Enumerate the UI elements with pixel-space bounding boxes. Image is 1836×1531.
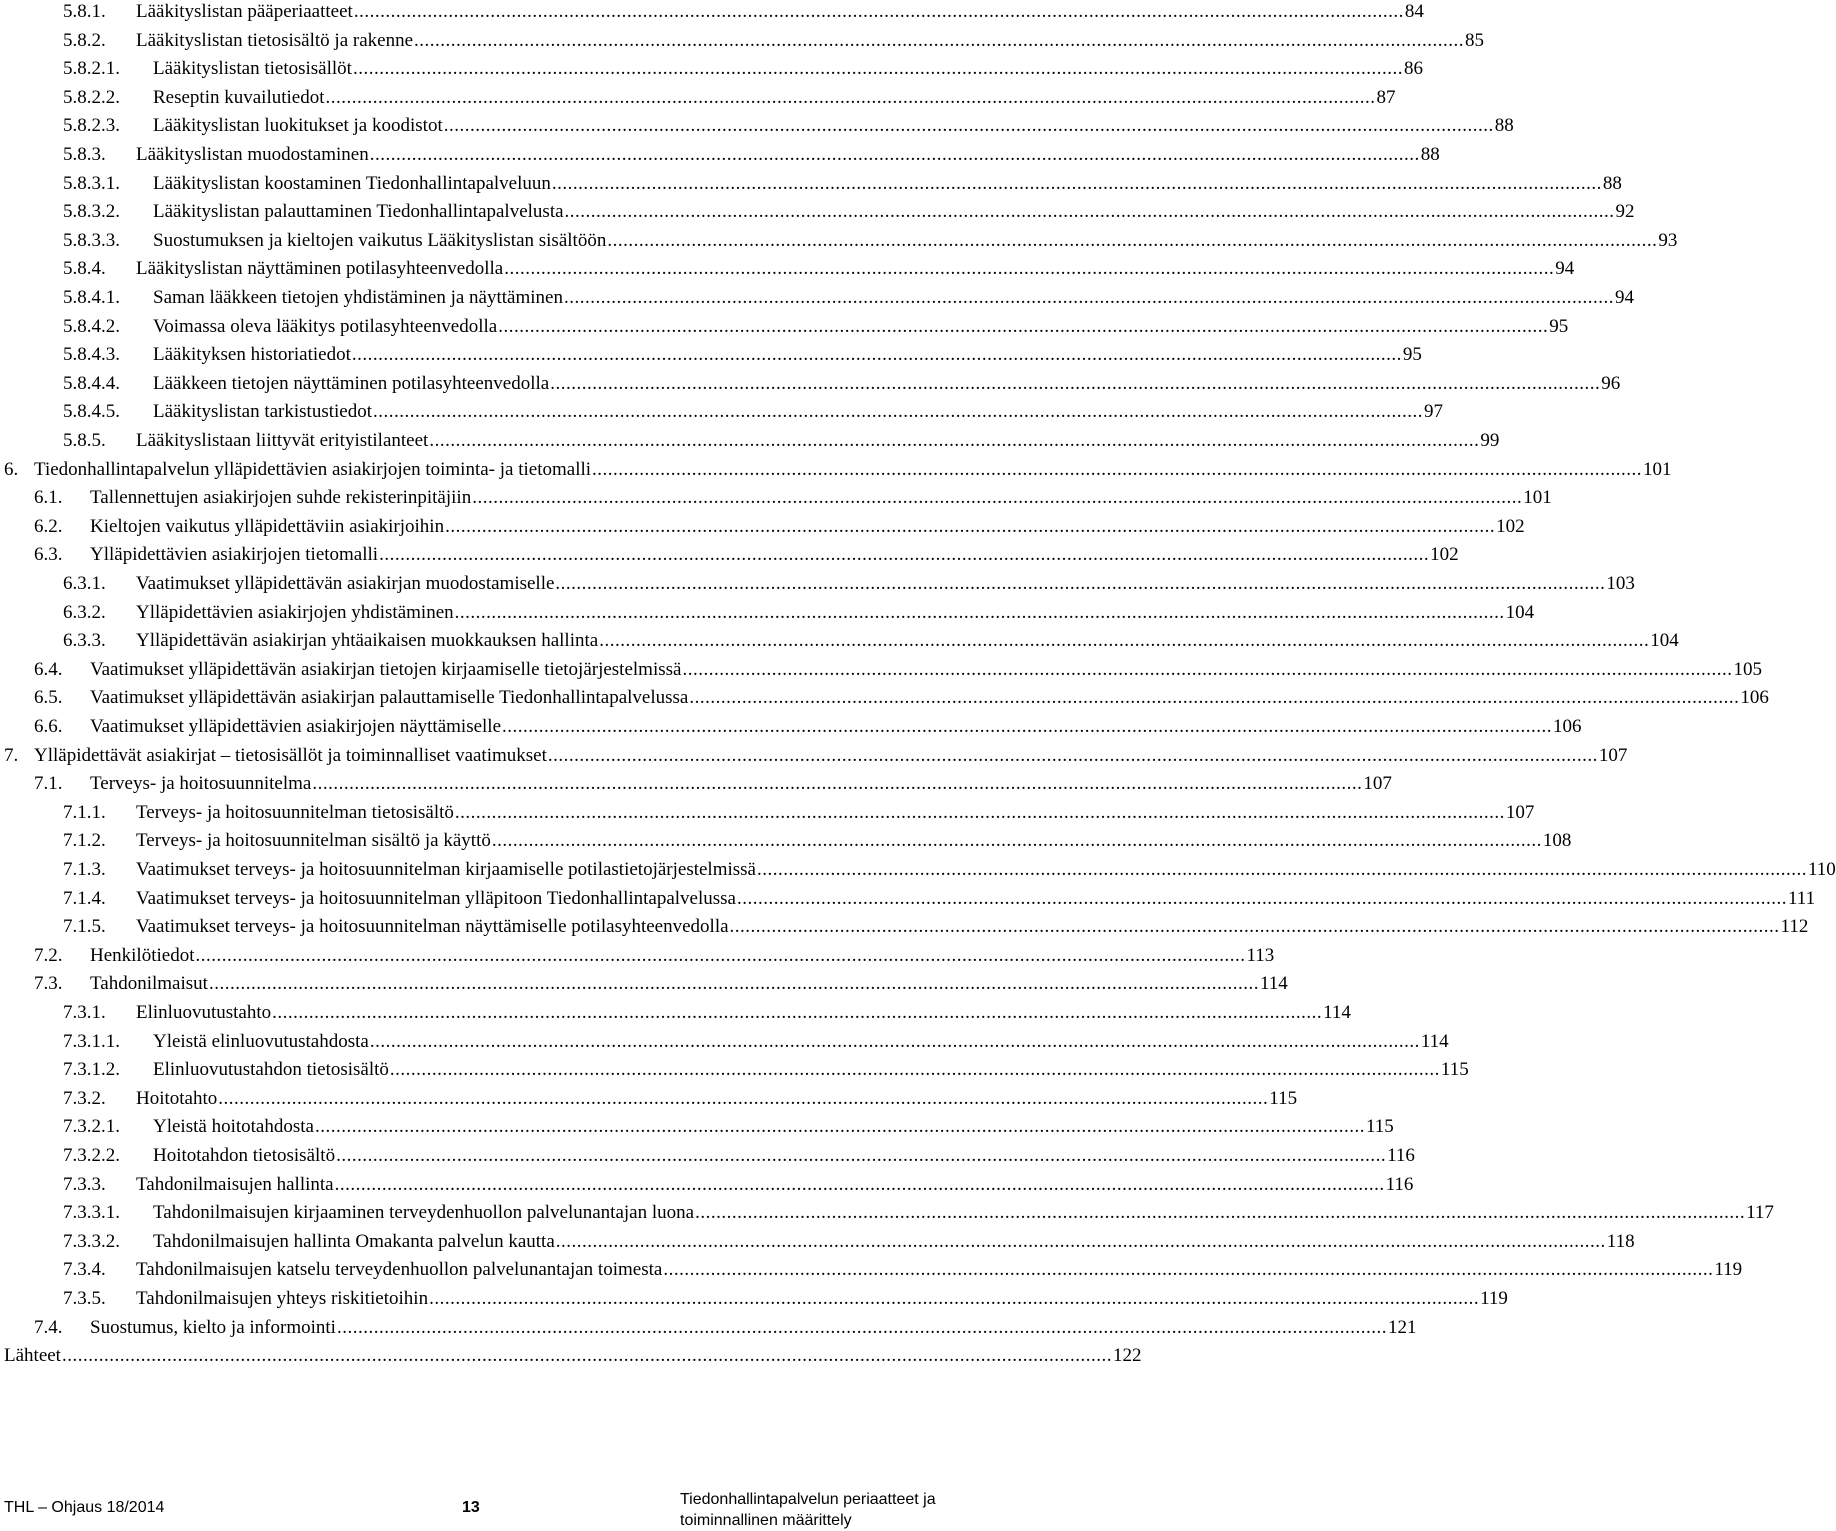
toc-dot-leader: ........................................................................................................................................................................................................ [218, 1087, 1269, 1109]
toc-entry-number: 7.3.1.1. [63, 1030, 120, 1052]
toc-entry-title: Elinluovutustahto [136, 1002, 272, 1023]
toc-entry-number: 5.8.5. [63, 430, 106, 451]
toc-entry-page: 106 [1740, 687, 1769, 709]
toc-dot-leader: ........................................................................................................................................................................................................ [414, 29, 1465, 51]
toc-entry-title: Lääkityslistan tarkistustiedot [153, 401, 372, 423]
toc-entry[interactable] [0, 1171, 1414, 1199]
toc-entry-page: 84 [1404, 1, 1424, 22]
toc-dot-leader: ........................................................................................................................................................................................................ [379, 544, 1430, 566]
toc-dot-leader: ........................................................................................................................................................................................................ [592, 458, 1643, 480]
toc-entry-number: 7.2. [34, 944, 63, 966]
toc-dot-leader: ........................................................................................................................................................................................................ [757, 859, 1807, 880]
toc-entry-title: Vaatimukset ylläpidettävän asiakirjan tietojen kirjaamiselle tietojärjestelmissä [90, 658, 682, 680]
toc-dot-leader: ........................................................................................................................................................................................................ [547, 744, 1598, 766]
toc-entry-page: 85 [1465, 29, 1485, 51]
toc-entry-title: Lääkityslistan muodostaminen [136, 144, 369, 165]
toc-entry-title: Tiedonhallintapalvelun ylläpidettävien asiakirjojen toiminta- ja tietomalli [34, 458, 592, 480]
toc-entry[interactable] [0, 999, 1351, 1027]
toc-entry-title: Vaatimukset terveys- ja hoitosuunnitelman näyttämiselle potilasyhteenvedolla [136, 916, 729, 938]
toc-entry[interactable] [0, 313, 1569, 341]
toc-entry-page: 94 [1555, 258, 1575, 280]
toc-entry-page: 106 [1553, 716, 1582, 737]
toc-entry-number: 7.1.1. [63, 801, 106, 823]
toc-dot-leader: ........................................................................................................................................................................................................ [663, 1259, 1714, 1281]
toc-entry-page: 87 [1376, 86, 1396, 108]
toc-entry[interactable] [0, 1142, 1415, 1170]
toc-entry-title: Lääkkeen tietojen näyttäminen potilasyhteenvedolla [153, 372, 550, 394]
toc-entry-number: 7.3.2. [63, 1087, 106, 1109]
toc-entry-title: Lääkityslistan pääperiaatteet [136, 1, 353, 22]
toc-entry[interactable] [0, 112, 1514, 140]
toc-entry-page: 110 [1808, 859, 1836, 880]
toc-entry-title: Tallennettujen asiakirjojen suhde rekisterinpitäjiin [90, 487, 472, 509]
toc-entry-number: 5.8.2.2. [63, 86, 120, 108]
toc-dot-leader: ........................................................................................................................................................................................................ [737, 887, 1787, 909]
toc-entry-page: 107 [1363, 773, 1392, 795]
toc-entry[interactable] [0, 0, 1424, 26]
toc-entry-number: 7.3.3. [63, 1173, 106, 1195]
toc-entry[interactable] [0, 27, 1485, 55]
toc-entry-number: 7.3.1. [63, 1002, 106, 1023]
toc-entry[interactable] [0, 1228, 1635, 1256]
toc-entry[interactable] [0, 570, 1635, 598]
toc-dot-leader: ........................................................................................................................................................................................................ [429, 430, 1480, 451]
toc-entry[interactable] [0, 513, 1525, 541]
toc-dot-leader: ........................................................................................................................................................................................................ [695, 1202, 1746, 1224]
toc-entry-page: 121 [1387, 1316, 1417, 1338]
toc-entry-title: Vaatimukset terveys- ja hoitosuunnitelman kirjaamiselle potilastietojärjestelmissä [136, 859, 756, 880]
toc-entry-number: 5.8.4. [63, 258, 106, 280]
toc-entry-page: 95 [1549, 315, 1569, 337]
toc-entry-title: Kieltojen vaikutus ylläpidettäviin asiakirjoihin [90, 515, 445, 537]
toc-entry-title: Yleistä hoitotahdosta [153, 1116, 314, 1138]
toc-dot-leader: ........................................................................................................................................................................................................ [334, 1173, 1385, 1195]
toc-entry-page: 117 [1746, 1202, 1774, 1224]
toc-dot-leader: ........................................................................................................................................................................................................ [454, 801, 1505, 823]
toc-dot-leader: ........................................................................................................................................................................................................ [599, 630, 1650, 652]
toc-entry-page: 114 [1323, 1002, 1351, 1023]
toc-entry-page: 111 [1788, 887, 1816, 909]
toc-dot-leader: ........................................................................................................................................................................................................ [208, 973, 1259, 995]
toc-entry-page: 101 [1523, 487, 1552, 509]
toc-entry-number: 7.3.4. [63, 1259, 106, 1281]
toc-entry-page: 115 [1440, 1059, 1469, 1081]
toc-entry-page: 119 [1714, 1259, 1743, 1281]
toc-entry-title: Saman lääkkeen tietojen yhdistäminen ja näyttäminen [153, 287, 563, 308]
footer-title-line-1: Tiedonhallintapalvelun periaatteet ja [680, 1491, 936, 1508]
toc-entry[interactable] [0, 141, 1440, 169]
toc-dot-leader: ........................................................................................................................................................................................................ [314, 1116, 1365, 1138]
toc-dot-leader: ........................................................................................................................................................................................................ [689, 687, 1740, 709]
toc-entry-number: 7. [4, 744, 19, 766]
toc-entry-number: 5.8.3.3. [63, 229, 120, 251]
toc-entry[interactable] [0, 770, 1392, 798]
toc-entry-number: 7.1. [34, 773, 63, 795]
toc-entry-number: 5.8.3.1. [63, 172, 120, 194]
toc-entry-title: Hoitotahto [136, 1087, 218, 1109]
toc-entry-number: 6.3.3. [63, 630, 106, 652]
toc-entry[interactable] [0, 684, 1769, 712]
toc-entry[interactable] [0, 55, 1423, 83]
toc-entry[interactable] [0, 170, 1622, 198]
toc-entry-page: 114 [1420, 1030, 1449, 1052]
toc-entry-page: 101 [1643, 458, 1672, 480]
toc-entry-number: 5.8.4.5. [63, 401, 120, 423]
toc-entry-number: 5.8.2. [63, 29, 106, 51]
toc-entry-title: Lääkityksen historiatiedot [153, 344, 351, 366]
toc-entry-page: 114 [1259, 973, 1288, 995]
toc-entry[interactable] [0, 370, 1621, 398]
toc-dot-leader: ........................................................................................................................................................................................................ [312, 773, 1363, 795]
toc-dot-leader: ........................................................................................................................................................................................................ [504, 258, 1555, 280]
toc-entry-title: Terveys- ja hoitosuunnitelman sisältö ja käyttö [136, 830, 491, 852]
toc-entry-number: 5.8.1. [63, 1, 106, 22]
toc-entry-page: 113 [1246, 944, 1275, 966]
toc-entry-page: 94 [1614, 287, 1634, 308]
toc-entry-page: 107 [1505, 801, 1535, 823]
toc-entry-title: Voimassa oleva lääkitys potilasyhteenvedolla [153, 315, 498, 337]
toc-dot-leader: ........................................................................................................................................................................................................ [443, 115, 1494, 137]
toc-entry-number: 5.8.3. [63, 144, 106, 165]
toc-entry[interactable] [0, 227, 1678, 255]
toc-dot-leader: ........................................................................................................................................................................................................ [353, 1, 1404, 22]
toc-entry-title: Ylläpidettävät asiakirjat – tietosisällöt ja toiminnalliset vaatimukset [34, 744, 547, 766]
footer-document-title [680, 1489, 955, 1531]
toc-entry-page: 107 [1598, 744, 1628, 766]
toc-entry-number: 6.3. [34, 544, 63, 566]
toc-entry[interactable] [0, 1085, 1298, 1113]
toc-entry-number: 7.3. [34, 973, 63, 995]
toc-dot-leader: ........................................................................................................................................................................................................ [373, 401, 1423, 423]
toc-entry-page: 97 [1424, 401, 1443, 423]
toc-entry-number: 6.6. [34, 716, 63, 737]
toc-entry[interactable] [0, 1256, 1743, 1284]
toc-dot-leader: ........................................................................................................................................................................................................ [429, 1288, 1480, 1309]
toc-entry-page: 118 [1606, 1230, 1635, 1252]
toc-entry[interactable] [0, 541, 1459, 569]
toc-entry[interactable] [0, 742, 1628, 770]
toc-entry-title: Tahdonilmaisujen yhteys riskitietoihin [136, 1288, 429, 1309]
toc-entry-number: 6.3.2. [63, 601, 106, 623]
toc-dot-leader: ........................................................................................................................................................................................................ [369, 144, 1420, 165]
toc-entry-title: Ylläpidettävien asiakirjojen tietomalli [90, 544, 379, 566]
toc-entry[interactable] [0, 341, 1422, 369]
toc-entry-number: 5.8.2.1. [63, 58, 120, 80]
toc-entry[interactable] [0, 1056, 1469, 1084]
toc-dot-leader: ........................................................................................................................................................................................................ [550, 372, 1601, 394]
toc-entry-number: 6.3.1. [63, 573, 106, 594]
toc-entry[interactable] [0, 398, 1443, 426]
toc-entry-number: 5.8.4.4. [63, 372, 120, 394]
toc-entry[interactable] [0, 1285, 1508, 1313]
footer-title-line-2: toiminnallinen määrittely [680, 1512, 852, 1529]
toc-entry-title: Tahdonilmaisujen katselu terveydenhuollon palvelunantajan toimesta [136, 1259, 663, 1281]
toc-dot-leader: ........................................................................................................................................................................................................ [502, 716, 1553, 737]
toc-dot-leader: ........................................................................................................................................................................................................ [551, 172, 1602, 194]
toc-entry-number: 6.5. [34, 687, 63, 709]
toc-entry-page: 105 [1733, 658, 1762, 680]
toc-dot-leader: ........................................................................................................................................................................................................ [563, 287, 1614, 308]
toc-entry-number: 5.8.4.2. [63, 315, 120, 337]
toc-entry[interactable] [0, 885, 1816, 913]
toc-entry-number: 7.3.1.2. [63, 1059, 120, 1081]
toc-entry-title: Lääkityslistan näyttäminen potilasyhteenvedolla [136, 258, 504, 280]
footer-publication: THL – Ohjaus 18/2014 [4, 1499, 165, 1516]
toc-entry-title: Lääkityslistan koostaminen Tiedonhallintapalveluun [153, 172, 551, 194]
toc-entry-title: Tahdonilmaisujen kirjaaminen terveydenhuollon palvelunantajan luona [153, 1202, 695, 1224]
toc-dot-leader: ........................................................................................................................................................................................................ [682, 658, 1733, 680]
toc-dot-leader: ........................................................................................................................................................................................................ [491, 830, 1542, 852]
toc-dot-leader: ........................................................................................................................................................................................................ [729, 916, 1780, 938]
toc-entry[interactable] [0, 84, 1396, 112]
toc-entry-page: 102 [1496, 515, 1525, 537]
toc-entry[interactable] [0, 970, 1288, 998]
toc-entry[interactable] [0, 198, 1635, 226]
toc-dot-leader: ........................................................................................................................................................................................................ [351, 344, 1402, 366]
toc-entry-title: Lääkityslistan palauttaminen Tiedonhallintapalvelusta [153, 201, 564, 223]
toc-entry-page: 115 [1365, 1116, 1394, 1138]
toc-entry-number: 6. [4, 458, 19, 480]
toc-entry-title: Tahdonilmaisut [90, 973, 208, 995]
toc-dot-leader: ........................................................................................................................................................................................................ [607, 229, 1658, 251]
toc-entry-number: 5.8.2.3. [63, 115, 120, 137]
toc-entry-number: 7.1.2. [63, 830, 106, 852]
toc-entry-number: 5.8.4.3. [63, 344, 120, 366]
toc-entry[interactable] [0, 1342, 1142, 1370]
toc-dot-leader: ........................................................................................................................................................................................................ [325, 86, 1376, 108]
toc-entry-page: 102 [1430, 544, 1459, 566]
toc-entry[interactable] [0, 456, 1672, 484]
toc-entry-number: 7.3.2.2. [63, 1145, 120, 1166]
toc-entry[interactable] [0, 255, 1575, 283]
toc-entry-title: Vaatimukset ylläpidettävän asiakirjan palauttamiselle Tiedonhallintapalvelussa [90, 687, 689, 709]
toc-dot-leader: ........................................................................................................................................................................................................ [555, 1230, 1606, 1252]
toc-dot-leader: ........................................................................................................................................................................................................ [564, 201, 1615, 223]
toc-entry-title: Suostumuksen ja kieltojen vaikutus Lääkityslistan sisältöön [153, 229, 607, 251]
toc-entry-title: Hoitotahdon tietosisältö [153, 1145, 336, 1166]
toc-entry[interactable] [0, 942, 1275, 970]
toc-entry-title: Vaatimukset terveys- ja hoitosuunnitelman ylläpitoon Tiedonhallintapalvelussa [136, 887, 736, 909]
toc-entry-page: 119 [1480, 1288, 1508, 1309]
toc-entry-title: Elinluovutustahdon tietosisältö [153, 1059, 389, 1081]
toc-entry-title: Lääkityslistan tietosisällöt [153, 58, 352, 80]
toc-entry-page: 112 [1780, 916, 1809, 938]
toc-entry[interactable] [0, 856, 1836, 884]
toc-entry-page: 122 [1112, 1345, 1142, 1367]
toc-entry[interactable] [0, 1199, 1774, 1227]
toc-entry[interactable] [0, 1028, 1449, 1056]
toc-entry[interactable] [0, 284, 1634, 312]
toc-entry-number: 6.2. [34, 515, 63, 537]
toc-entry-number: 7.1.4. [63, 887, 106, 909]
toc-entry-page: 115 [1269, 1087, 1298, 1109]
toc-entry-title: Suostumus, kielto ja informointi [90, 1316, 336, 1338]
toc-entry-page: 86 [1403, 58, 1423, 80]
toc-entry-page: 116 [1387, 1145, 1415, 1166]
toc-entry-title: Vaatimukset ylläpidettävien asiakirjojen näyttämiselle [90, 716, 502, 737]
toc-entry-page: 93 [1658, 229, 1678, 251]
toc-entry-number: 7.1.5. [63, 916, 106, 938]
toc-entry-number: 7.3.2.1. [63, 1116, 120, 1138]
toc-entry-title: Vaatimukset ylläpidettävän asiakirjan muodostamiselle [136, 573, 555, 594]
toc-entry-title: Tahdonilmaisujen hallinta Omakanta palvelun kautta [153, 1230, 555, 1252]
toc-entry-number: 6.1. [34, 487, 63, 509]
toc-entry[interactable] [0, 427, 1500, 455]
toc-entry[interactable] [0, 913, 1809, 941]
toc-entry-number: 5.8.4.1. [63, 287, 120, 308]
toc-entry-title: Lääkityslistan tietosisältö ja rakenne [136, 29, 414, 51]
toc-dot-leader: ........................................................................................................................................................................................................ [352, 58, 1403, 80]
toc-dot-leader: ........................................................................................................................................................................................................ [454, 601, 1505, 623]
toc-dot-leader: ........................................................................................................................................................................................................ [336, 1316, 1387, 1338]
toc-entry-title: Ylläpidettävän asiakirjan yhtäaikaisen muokkauksen hallinta [136, 630, 599, 652]
toc-dot-leader: ........................................................................................................................................................................................................ [195, 944, 1246, 966]
toc-entry-number: 7.4. [34, 1316, 63, 1338]
toc-dot-leader: ........................................................................................................................................................................................................ [472, 487, 1523, 509]
toc-entry-number: 5.8.3.2. [63, 201, 120, 223]
toc-entry-number: 7.3.5. [63, 1288, 106, 1309]
toc-entry[interactable] [0, 484, 1552, 512]
footer-page-number: 13 [462, 1499, 480, 1516]
toc-entry-page: 95 [1402, 344, 1422, 366]
toc-entry-title: Henkilötiedot [90, 944, 195, 966]
toc-entry-page: 104 [1505, 601, 1535, 623]
toc-dot-leader: ........................................................................................................................................................................................................ [336, 1145, 1387, 1166]
toc-entry-number: 6.4. [34, 658, 63, 680]
toc-entry[interactable] [0, 1113, 1394, 1141]
toc-entry-title: Lähteet [4, 1345, 61, 1367]
toc-entry[interactable] [0, 1314, 1417, 1342]
toc-entry-page: 88 [1602, 172, 1622, 194]
toc-dot-leader: ........................................................................................................................................................................................................ [445, 515, 1496, 537]
toc-entry-page: 88 [1420, 144, 1440, 165]
toc-entry-title: Reseptin kuvailutiedot [153, 86, 325, 108]
toc-entry-number: 7.1.3. [63, 859, 106, 880]
toc-entry-title: Yleistä elinluovutustahdosta [153, 1030, 369, 1052]
toc-entry-page: 88 [1494, 115, 1514, 137]
toc-entry-title: Tahdonilmaisujen hallinta [136, 1173, 334, 1195]
toc-dot-leader: ........................................................................................................................................................................................................ [498, 315, 1549, 337]
toc-entry-page: 103 [1606, 573, 1635, 594]
toc-dot-leader: ........................................................................................................................................................................................................ [61, 1345, 1112, 1367]
toc-dot-leader: ........................................................................................................................................................................................................ [369, 1030, 1420, 1052]
toc-entry[interactable] [0, 799, 1535, 827]
toc-entry-page: 96 [1601, 372, 1621, 394]
toc-entry[interactable] [0, 827, 1572, 855]
toc-entry-page: 116 [1385, 1173, 1414, 1195]
toc-dot-leader: ........................................................................................................................................................................................................ [555, 573, 1606, 594]
toc-entry-title: Terveys- ja hoitosuunnitelma [90, 773, 312, 795]
toc-entry-page: 92 [1615, 201, 1635, 223]
toc-entry[interactable] [0, 627, 1679, 655]
toc-entry-number: 7.3.3.1. [63, 1202, 120, 1224]
toc-entry-title: Lääkityslistan luokitukset ja koodistot [153, 115, 443, 137]
toc-entry-page: 99 [1480, 430, 1500, 451]
toc-dot-leader: ........................................................................................................................................................................................................ [389, 1059, 1440, 1081]
toc-entry-page: 104 [1650, 630, 1679, 652]
toc-entry[interactable] [0, 599, 1535, 627]
toc-entry-title: Ylläpidettävien asiakirjojen yhdistäminen [136, 601, 454, 623]
toc-entry-title: Terveys- ja hoitosuunnitelman tietosisältö [136, 801, 454, 823]
toc-entry[interactable] [0, 656, 1762, 684]
toc-entry-title: Lääkityslistaan liittyvät erityistilanteet [136, 430, 429, 451]
toc-entry-page: 108 [1542, 830, 1572, 852]
toc-entry-number: 7.3.3.2. [63, 1230, 120, 1252]
toc-dot-leader: ........................................................................................................................................................................................................ [272, 1002, 1323, 1023]
toc-entry[interactable] [0, 713, 1582, 741]
